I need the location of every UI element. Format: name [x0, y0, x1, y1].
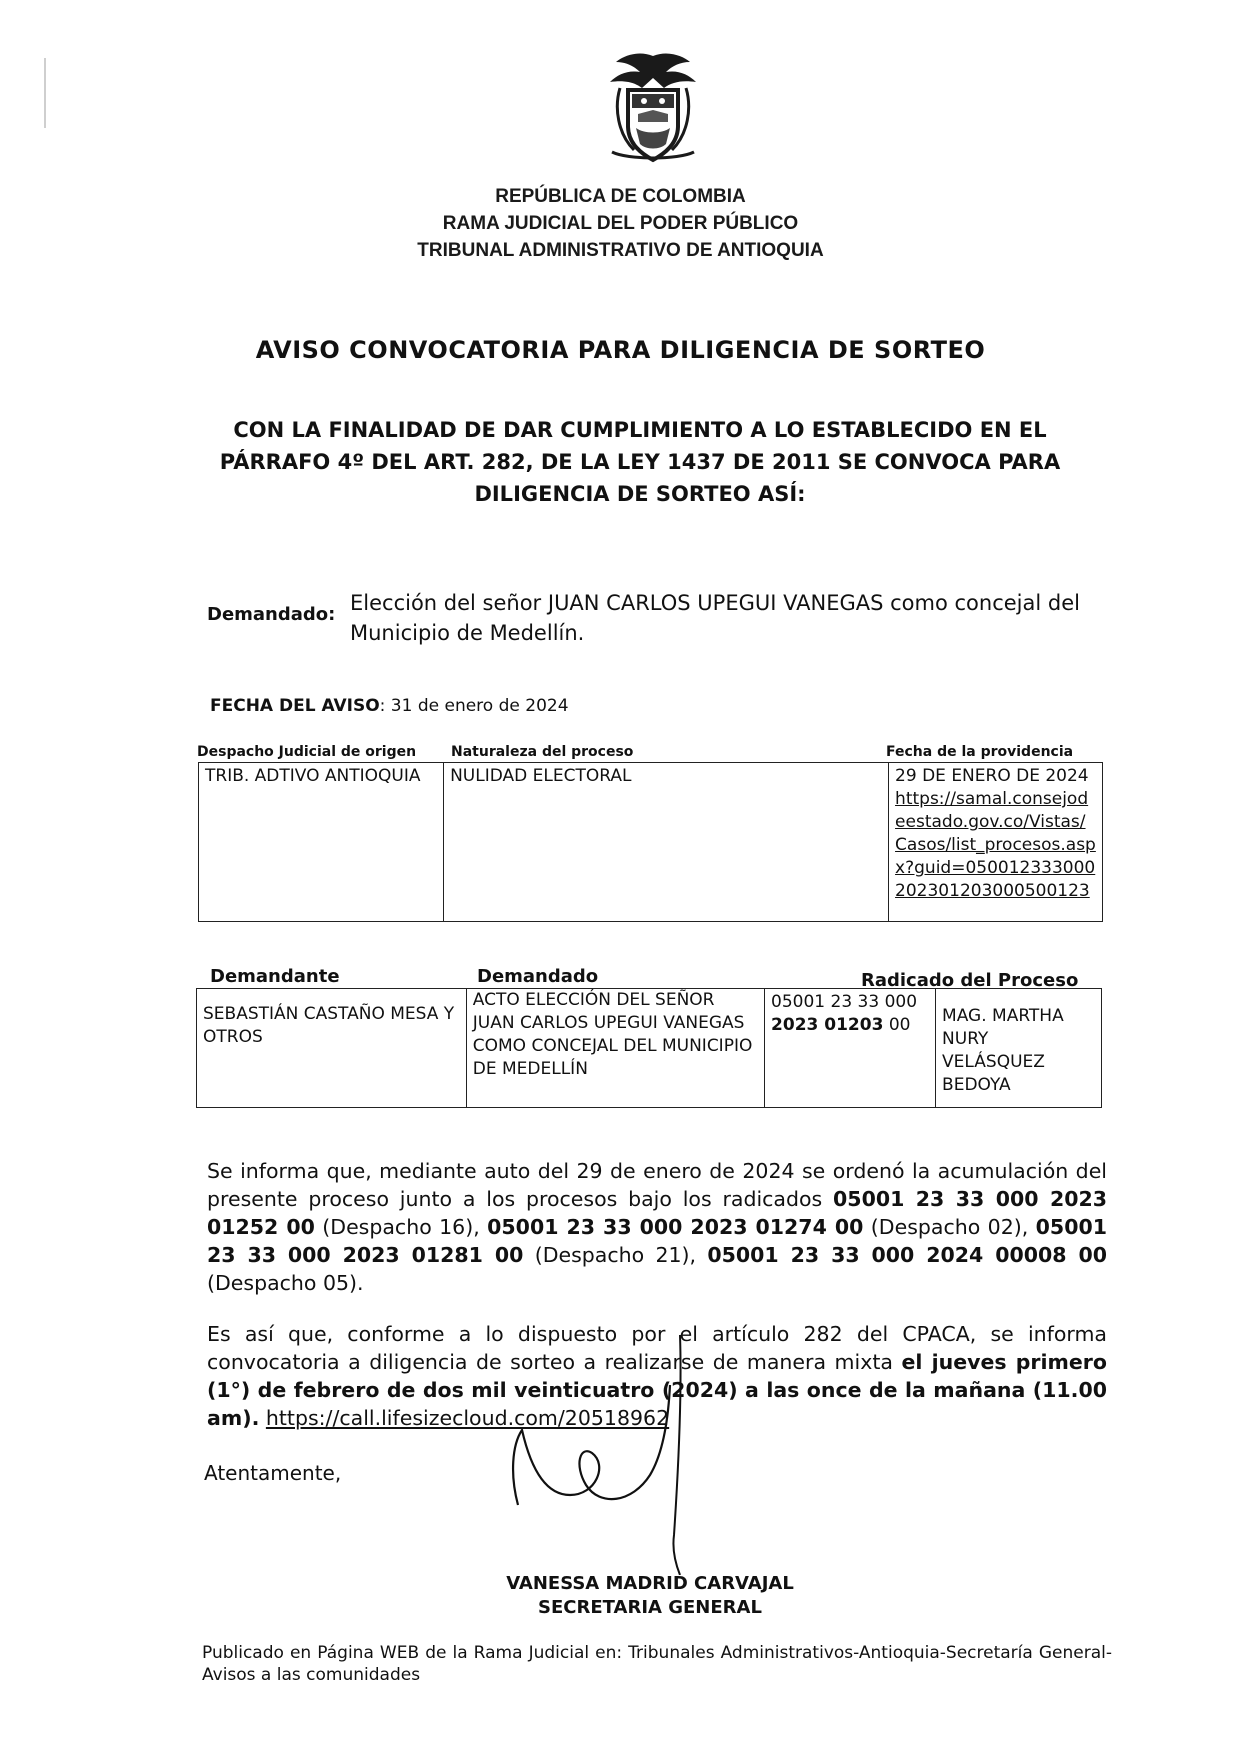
coat-of-arms-icon	[598, 48, 708, 168]
footer-publication: Publicado en Página WEB de la Rama Judicial en: Tribunales Administrativos-Antioquia-Secretaría General-Avisos a las comunidades	[202, 1643, 1112, 1685]
para1-text-4: (Despacho 21),	[523, 1243, 708, 1267]
fecha-providencia-text: 29 DE ENERO DE 2024	[895, 766, 1089, 786]
paragraph-acumulacion	[207, 1157, 1107, 1297]
table2-header-radicado: Radicado del Proceso	[861, 970, 1079, 991]
closing: Atentamente,	[204, 1461, 342, 1485]
cell-radicado	[765, 989, 936, 1108]
fecha-aviso	[210, 696, 569, 716]
document-title: AVISO CONVOCATORIA PARA DILIGENCIA DE SORTEO	[255, 336, 986, 364]
signer-name: VANESSA MADRID CARVAJAL	[506, 1573, 794, 1594]
signature-image	[500, 1335, 750, 1575]
para1-text-2: (Despacho 16),	[314, 1215, 488, 1239]
cell-despacho: TRIB. ADTIVO ANTIOQUIA	[199, 763, 444, 922]
fecha-aviso-value: : 31 de enero de 2024	[379, 696, 569, 716]
radicado-4: 05001 23 33 000 2024 00008 00	[707, 1243, 1108, 1267]
document-subtitle: CON LA FINALIDAD DE DAR CUMPLIMIENTO A LO ESTABLECIDO EN EL PÁRRAFO 4º DEL ART. 282, DE LA LEY 1437 DE 2011 SE CONVOCA PARA DILIGENCIA DE SORTEO ASÍ:	[219, 418, 1061, 506]
table1-header-fecha: Fecha de la providencia	[886, 744, 1074, 760]
radicado-suffix: 00	[883, 1015, 911, 1035]
para1-text-1: Se informa que, mediante auto del 29 de enero de 2024 se ordenó la acumulación del presente proceso junto a los procesos bajo los radicados	[207, 1159, 1107, 1211]
meeting-link[interactable]: https://call.lifesizecloud.com/20518962	[265, 1406, 670, 1430]
table-parties	[196, 988, 1102, 1108]
radicado-3: 05001 23 33 000 2023 01281 00	[207, 1215, 1107, 1267]
table1-header-naturaleza: Naturaleza del proceso	[451, 744, 634, 760]
radicado-1: 05001 23 33 000 2023 01252 00	[207, 1187, 1107, 1239]
table2-header-demandado: Demandado	[477, 966, 599, 987]
cell-naturaleza: NULIDAD ELECTORAL	[444, 763, 889, 922]
para2-date-bold: el jueves primero (1°) de febrero de dos mil veinticuatro (2024) a las once de la mañana (11.00 am).	[207, 1350, 1108, 1430]
table-row	[199, 763, 1103, 922]
fecha-aviso-label: FECHA DEL AVISO	[210, 696, 380, 716]
table1-header-despacho: Despacho Judicial de origen	[197, 744, 417, 760]
table-process-info	[198, 762, 1103, 922]
header-country: REPÚBLICA DE COLOMBIA	[495, 186, 746, 207]
table2-header-demandante: Demandante	[210, 966, 340, 987]
para1-text-3: (Despacho 02),	[863, 1215, 1036, 1239]
cell-fecha-providencia	[889, 763, 1103, 922]
table-row	[197, 989, 1102, 1108]
cell-demandante: SEBASTIÁN CASTAÑO MESA Y OTROS	[197, 989, 467, 1108]
signer-role: SECRETARIA GENERAL	[538, 1597, 762, 1618]
radicado-number-bold: 2023 01203	[771, 1015, 884, 1035]
providencia-link[interactable]: https://samal.consejodeestado.gov.co/Vistas/Casos/list_procesos.aspx?guid=050012333000202301203000500123	[895, 789, 1096, 901]
demandado-text: Elección del señor JUAN CARLOS UPEGUI VANEGAS como concejal del Municipio de Medellín.	[350, 591, 1080, 645]
radicado-line2	[771, 1014, 929, 1037]
header-branch: RAMA JUDICIAL DEL PODER PÚBLICO	[442, 213, 799, 234]
radicado-line1: 05001 23 33 000	[771, 992, 918, 1012]
demandado-label: Demandado:	[207, 604, 336, 625]
scan-margin-line	[44, 58, 46, 128]
para2-text-1: Es así que, conforme a lo dispuesto por el artículo 282 del CPACA, se informa convocatoria a diligencia de sorteo a realizarse de manera mixta	[207, 1322, 1107, 1374]
cell-demandado: ACTO ELECCIÓN DEL SEÑOR JUAN CARLOS UPEGUI VANEGAS COMO CONCEJAL DEL MUNICIPIO DE MEDELLÍN	[466, 989, 764, 1108]
cell-magistrado: MAG. MARTHA NURY VELÁSQUEZ BEDOYA	[936, 989, 1102, 1108]
radicado-2: 05001 23 33 000 2023 01274 00	[487, 1215, 864, 1239]
para1-text-5: (Despacho 05).	[207, 1271, 364, 1295]
header-tribunal: TRIBUNAL ADMINISTRATIVO DE ANTIOQUIA	[417, 240, 824, 261]
